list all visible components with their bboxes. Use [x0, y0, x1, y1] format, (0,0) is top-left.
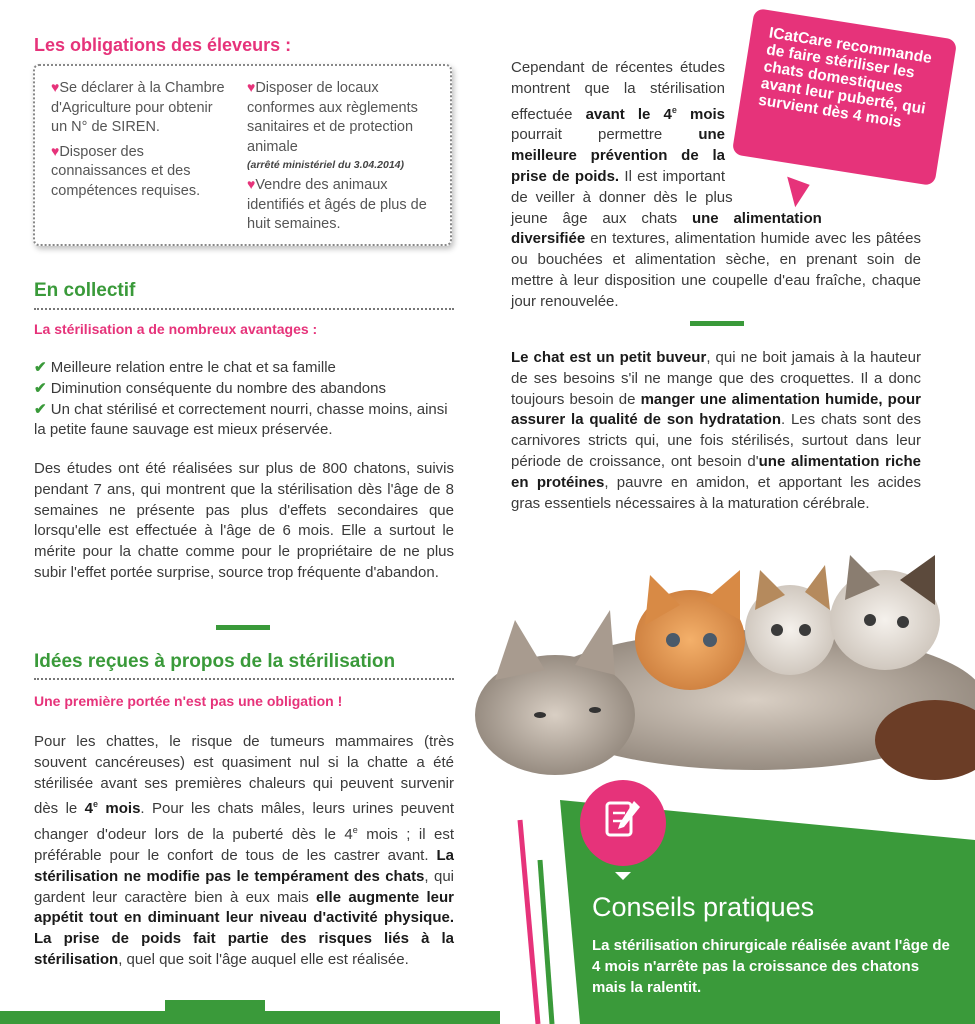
breeders-col1 — [51, 78, 231, 205]
heart-icon: ♥ — [247, 79, 256, 95]
breeders-col2 — [247, 78, 443, 239]
study-paragraph: Des études ont été réalisées sur plus de 800 chatons, suivis pendant 7 ans, qui montrent que la stérilisation dès l'âge de 8 semaines ne présente pas plus d'effets secondaires que lorsqu'elle est effectuée à l'âge de 6 mois. Elle a surtout le mérite pour la chatte comme pour le propriétaire de ne plus subir l'effet portée surprise, source trop fréquente d'abandon. — [34, 460, 454, 581]
breeders-note: (arrêté ministériel du 3.04.2014) — [247, 159, 404, 171]
breeders-box — [33, 64, 452, 246]
collectif-subtitle: La stérilisation a de nombreux avantages : — [34, 321, 318, 337]
section-separator — [216, 625, 270, 630]
ideas-subtitle: Une première portée n'est pas une obligation ! — [34, 693, 343, 709]
conseils-title: Conseils pratiques — [592, 892, 815, 922]
list-item: ✔ Un chat stérilisé et correctement nourri, chasse moins, ainsi la petite faune sauvage est mieux préservée. — [34, 400, 448, 439]
heart-icon: ♥ — [51, 79, 60, 95]
breeders-item-sell: ♥Vendre des animaux identifiés et âgés de plus de huit semaines. — [247, 176, 427, 232]
right-paragraph-2: Le chat est un petit buveur, qui ne boit jamais à la hauteur de ses besoins s'il ne mange que des croquettes. Il a donc toujours besoin de manger une alimentation humide, pour assurer la qualité de son hydratation. Les chats sont des carnivores stricts qui, une fois stérilisés, surtout dans leur période de croissance, ont besoin d'une alimentation riche en protéines, pauvre en amidon, et apportant les acides gras essentiels nécessaires à la maturation cérébrale. — [511, 349, 921, 512]
section-separator-right — [690, 321, 744, 326]
ideas-paragraph: Pour les chattes, le risque de tumeurs mammaires (très souvent cancéreuses) est quasiment nul si la chatte a été stérilisée avant ses premières chaleurs qui peuvent survenir dès le 4e mois. Pour les chats mâles, leurs urines peuvent changer d'odeur lors de la puberté dès le 4e mois ; il est préférable pour le confort de tous de les castrer avant. La stérilisation ne modifie pas le tempérament des chats, qui gardent leur caractère bien à eux mais elle augmente leur appétit tout en diminuant leur niveau d'activité physique. La prise de poids fait partie des risques liés à la stérilisation, quel que soit l'âge auquel elle est réalisée. — [34, 733, 454, 968]
check-icon: ✔ — [34, 359, 47, 376]
kittens-photo — [445, 540, 975, 805]
breeders-item-siren: ♥Se déclarer à la Chambre d'Agriculture pour obtenir un N° de SIREN. — [51, 79, 225, 135]
breeders-item-premises: ♥Disposer de locaux conformes aux règlements sanitaires et de protection animale — [247, 79, 418, 155]
collectif-divider — [34, 308, 454, 310]
collectif-title: En collectif — [34, 280, 136, 301]
breeders-item-skills: ♥Disposer des connaissances et des compétences requises. — [51, 142, 201, 199]
right-paragraph-1: Cependant de récentes études montrent que la stérilisation effectuée avant le 4e mois pourrait permettre une meilleure prévention de la prise de poids. Il est important de veiller à donner dès le plus jeune âge aux chats une alimentation diversifiée en textures, alimentation humide avec les pâtées ou bouchées et alimentation sèche, en prenant soin de mettre à leur disposition une coupelle d'eau fraîche, chaque jour renouvelée. — [511, 59, 921, 310]
collectif-list — [34, 358, 454, 441]
speech-bubble: ICatCare recommande de faire stériliser les chats domestiques avant leur puberté, qui survient dès 4 mois — [732, 8, 958, 186]
note-edit-icon — [604, 797, 644, 841]
list-item: ✔ Diminution conséquente du nombre des abandons — [34, 379, 386, 397]
check-icon: ✔ — [34, 379, 47, 397]
breeders-title: Les obligations des éleveurs : — [34, 35, 292, 55]
heart-icon: ♥ — [51, 142, 60, 159]
list-item: ✔ Meilleure relation entre le chat et sa famille — [34, 359, 336, 376]
conseils-text: La stérilisation chirurgicale réalisée avant l'âge de 4 mois n'arrête pas la croissance des chatons mais la ralentit. — [592, 937, 950, 996]
heart-icon: ♥ — [247, 176, 256, 192]
ideas-title: Idées reçues à propos de la stérilisation — [34, 651, 396, 672]
ideas-divider — [34, 678, 454, 680]
check-icon: ✔ — [34, 400, 47, 418]
bottom-bar-tab — [165, 1000, 265, 1024]
